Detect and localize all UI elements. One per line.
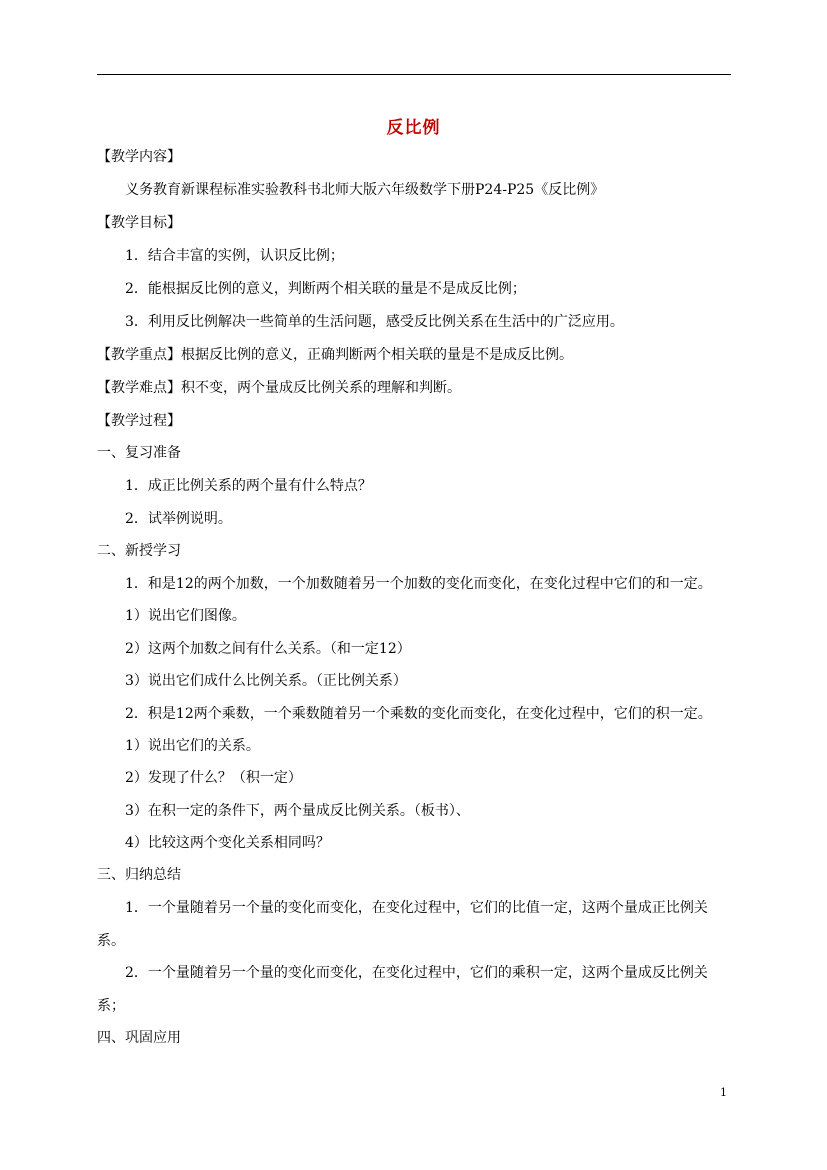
objective-1: 1．结合丰富的实例，认识反比例；: [125, 248, 344, 264]
heading-objectives: 【教学目标】: [97, 215, 181, 231]
sub-item: 2）发现了什么？（积一定）: [125, 770, 302, 786]
section-new-learning: 二、新授学习: [97, 543, 181, 559]
header-rule: [97, 74, 731, 75]
sub-item: 1）说出它们的关系。: [125, 738, 260, 754]
new-learning-item-1: 1．和是12的两个加数，一个加数随着另一个加数的变化而变化，在变化过程中它们的和一定。: [125, 576, 712, 592]
sub-item: 4）比较这两个变化关系相同吗？: [125, 835, 330, 851]
section-review: 一、复习准备: [97, 445, 181, 461]
sub-item: 1）说出它们图像。: [125, 608, 246, 624]
review-item-2: 2．试举例说明。: [125, 511, 232, 527]
document-title: 反比例: [386, 118, 441, 138]
objective-3: 3．利用反比例解决一些简单的生活问题，感受反比例关系在生活中的广泛应用。: [125, 314, 624, 330]
new-learning-item-2: 2．积是12两个乘数，一个乘数随着另一个乘数的变化而变化，在变化过程中，它们的积一定。: [125, 706, 712, 722]
section-summary: 三、归纳总结: [97, 867, 181, 883]
heading-process: 【教学过程】: [97, 413, 181, 429]
summary-item-2-cont: 系；: [97, 998, 125, 1014]
sub-item: 3）说出它们成什么比例关系。（正比例关系）: [125, 673, 407, 689]
summary-item-1: 1．一个量随着另一个量的变化而变化，在变化过程中，它们的比值一定，这两个量成正比例关: [125, 900, 708, 916]
summary-item-1-cont: 系。: [97, 933, 125, 949]
difficult-point: 【教学难点】积不变，两个量成反比例关系的理解和判断。: [97, 380, 461, 396]
content-text: 义务教育新课程标准实验教科书北师大版六年级数学下册P24-P25《反比例》: [125, 182, 605, 198]
page-number: 1: [720, 1086, 727, 1099]
heading-content: 【教学内容】: [97, 149, 181, 165]
objective-2: 2．能根据反比例的意义，判断两个相关联的量是不是成反比例；: [125, 281, 526, 297]
sub-item: 2）这两个加数之间有什么关系。（和一定12）: [125, 641, 411, 657]
summary-item-2: 2．一个量随着另一个量的变化而变化，在变化过程中，它们的乘积一定，这两个量成反比例关: [125, 965, 708, 981]
review-item-1: 1．成正比例关系的两个量有什么特点？: [125, 478, 372, 494]
key-point: 【教学重点】根据反比例的意义，正确判断两个相关联的量是不是成反比例。: [97, 347, 573, 363]
sub-item: 3）在积一定的条件下，两个量成反比例关系。（板书）、: [125, 803, 470, 819]
section-practice: 四、巩固应用: [97, 1030, 181, 1046]
